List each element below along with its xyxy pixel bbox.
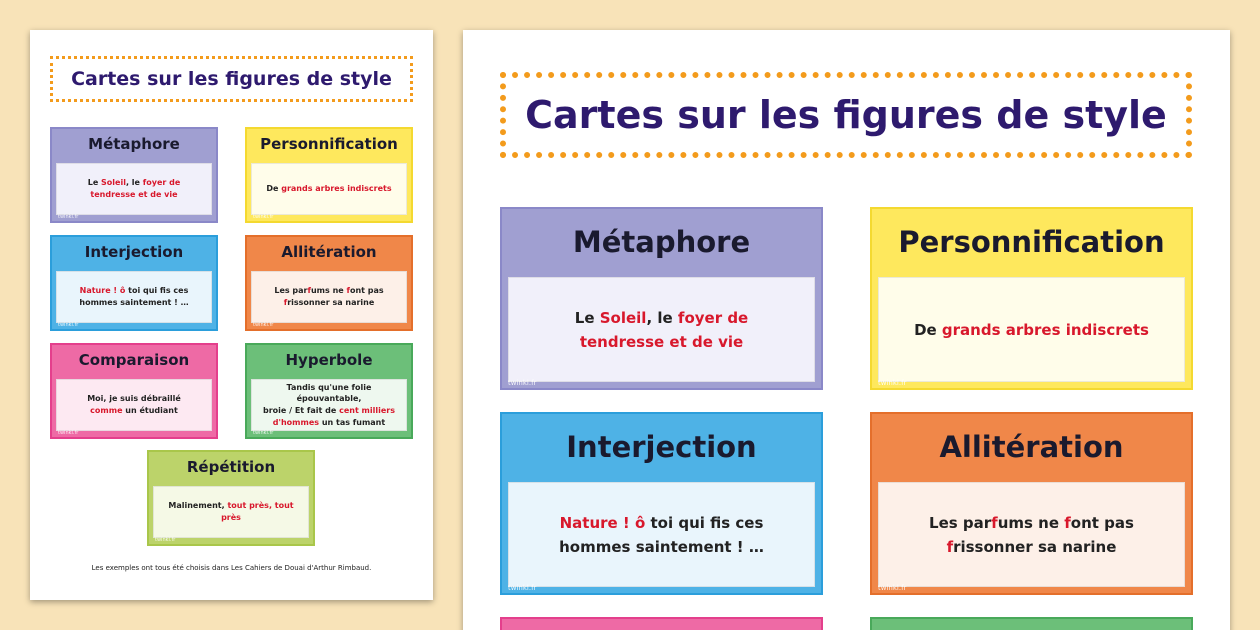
example-line: Le Soleil, le foyer de [574, 308, 749, 327]
card-title: Personnification [260, 135, 398, 153]
watermark: twinkl.fr [253, 430, 274, 436]
card-example [878, 277, 1185, 382]
page-preview-small [30, 30, 433, 600]
example-line: Nature ! ô toi qui fis ces [559, 513, 764, 532]
page-title: Cartes sur les figures de style [50, 56, 413, 102]
page-preview-large [463, 30, 1230, 630]
watermark: twinkl.fr [253, 214, 274, 220]
watermark: twinkl.fr [58, 214, 79, 220]
card-hyperbole-partial [870, 617, 1193, 630]
card-example [56, 379, 212, 431]
example-line: d'hommes un tas fumant [272, 417, 386, 427]
card-comparaison-partial [500, 617, 823, 630]
card-personnification [870, 207, 1193, 390]
watermark: twinkl.fr [878, 584, 907, 592]
card-example [56, 271, 212, 323]
card-example [251, 163, 407, 215]
card-title: Hyperbole [285, 351, 373, 369]
example-line: Nature ! ô toi qui fis ces [79, 286, 189, 296]
card-title: Comparaison [78, 351, 190, 369]
example-line: Les parfums ne font pas [274, 286, 384, 296]
card-interjection [50, 235, 218, 331]
watermark: twinkl.fr [58, 322, 79, 328]
watermark: twinkl.fr [155, 537, 176, 543]
example-line: frissonner sa narine [283, 298, 375, 307]
example-line: hommes saintement ! … [559, 537, 764, 556]
example-line: Les parfums ne font pas [929, 513, 1134, 532]
card-comparaison [50, 343, 218, 439]
card-title: Allitération [939, 430, 1124, 464]
card-alliteration [245, 235, 413, 331]
card-title: Allitération [281, 243, 377, 261]
card-title: Interjection [84, 243, 184, 261]
card-example [508, 277, 815, 382]
card-hyperbole [245, 343, 413, 439]
card-metaphore [500, 207, 823, 390]
example-line: Moi, je suis débraillé [87, 394, 181, 404]
watermark: twinkl.fr [878, 379, 907, 387]
example-line: broie / Et fait de cent milliers [263, 406, 395, 415]
example-line: hommes saintement ! … [79, 298, 189, 307]
example-line: frissonner sa narine [946, 537, 1117, 556]
example-line: Tandis qu'une folie épouvantable, [286, 382, 372, 404]
watermark: twinkl.fr [253, 322, 274, 328]
example-line: De grands arbres indiscrets [266, 184, 392, 194]
example-line: comme un étudiant [90, 406, 178, 415]
example-line: Le Soleil, le foyer de [87, 178, 181, 188]
card-interjection [500, 412, 823, 595]
card-repetition [147, 450, 315, 546]
card-title: Métaphore [88, 135, 180, 153]
card-example [508, 482, 815, 587]
card-example [153, 486, 309, 538]
card-example [251, 271, 407, 323]
example-line: tendresse et de vie [90, 190, 178, 199]
card-title: Personnification [898, 225, 1165, 259]
watermark: twinkl.fr [508, 584, 537, 592]
card-title: Interjection [566, 430, 757, 464]
card-title: Répétition [186, 458, 276, 476]
card-example [878, 482, 1185, 587]
card-metaphore [50, 127, 218, 223]
page-title: Cartes sur les figures de style [500, 72, 1192, 158]
example-line: De grands arbres indiscrets [914, 320, 1149, 339]
example-line: tendresse et de vie [579, 332, 744, 351]
footnote: Les exemples ont tous été choisis dans Les Cahiers de Douai d'Arthur Rimbaud. [91, 564, 372, 572]
example-line: Malinement, tout près, tout près [168, 501, 294, 522]
card-example [56, 163, 212, 215]
card-alliteration [870, 412, 1193, 595]
card-title: Métaphore [572, 225, 751, 259]
card-example [251, 379, 407, 431]
watermark: twinkl.fr [58, 430, 79, 436]
card-personnification [245, 127, 413, 223]
watermark: twinkl.fr [508, 379, 537, 387]
